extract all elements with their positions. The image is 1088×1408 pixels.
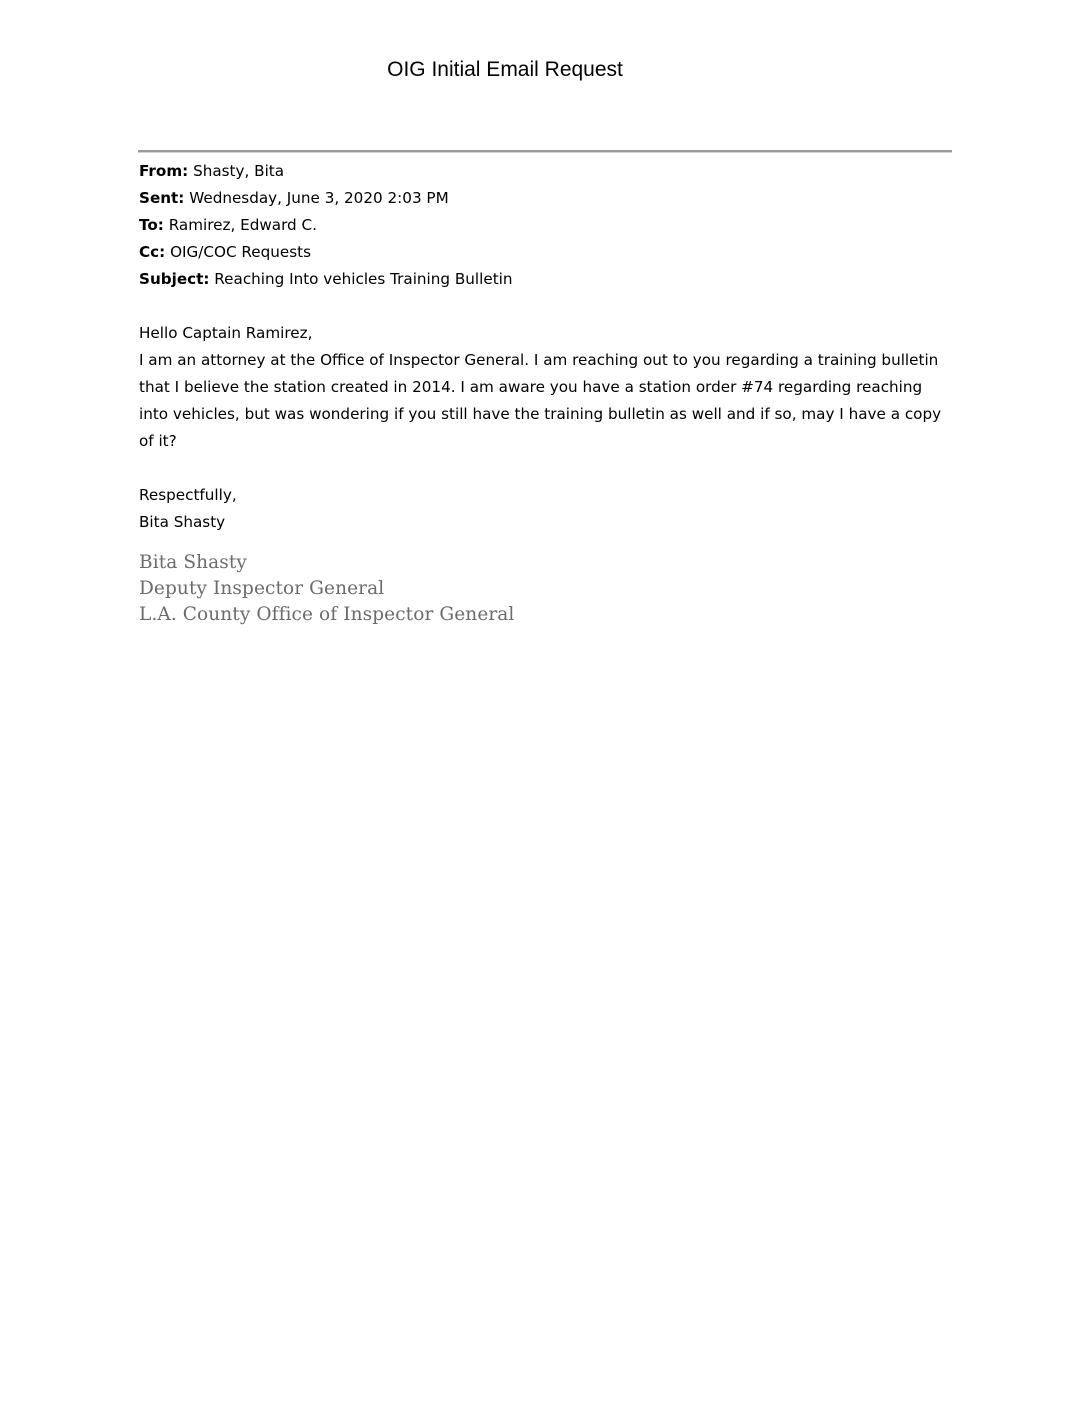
subject-line (139, 266, 944, 293)
email-message (139, 158, 944, 536)
email-sender-name: Bita Shasty (139, 513, 226, 531)
subject-label: Subject: (139, 270, 210, 288)
subject-value: Reaching Into vehicles Training Bulletin (214, 270, 513, 288)
sent-value: Wednesday, June 3, 2020 2:03 PM (189, 189, 449, 207)
email-body: I am an attorney at the Office of Inspector General. I am reaching out to you regarding a training bulletin that I believe the station created in 2014. I am aware you have a station order #74 regarding reaching into vehicles, but was wondering if you still have the training bulletin as well and if so, may I have a copy of it? (139, 351, 942, 450)
to-value: Ramirez, Edward C. (168, 216, 317, 234)
cc-label: Cc: (139, 243, 166, 261)
signature-name: Bita Shasty (139, 552, 247, 573)
document-title: OIG Initial Email Request (387, 58, 623, 81)
to-label: To: (139, 216, 164, 234)
sent-line (139, 185, 944, 212)
cc-value: OIG/COC Requests (170, 243, 311, 261)
header-divider (138, 150, 952, 153)
from-label: From: (139, 162, 189, 180)
from-value: Shasty, Bita (193, 162, 285, 180)
signature-block (139, 550, 514, 628)
email-closing: Respectfully, (139, 486, 237, 504)
from-line (139, 158, 944, 185)
cc-line (139, 239, 944, 266)
sent-label: Sent: (139, 189, 185, 207)
signature-position: Deputy Inspector General (139, 578, 385, 599)
to-line (139, 212, 944, 239)
email-greeting: Hello Captain Ramirez, (139, 324, 313, 342)
signature-organization: L.A. County Office of Inspector General (139, 604, 515, 625)
